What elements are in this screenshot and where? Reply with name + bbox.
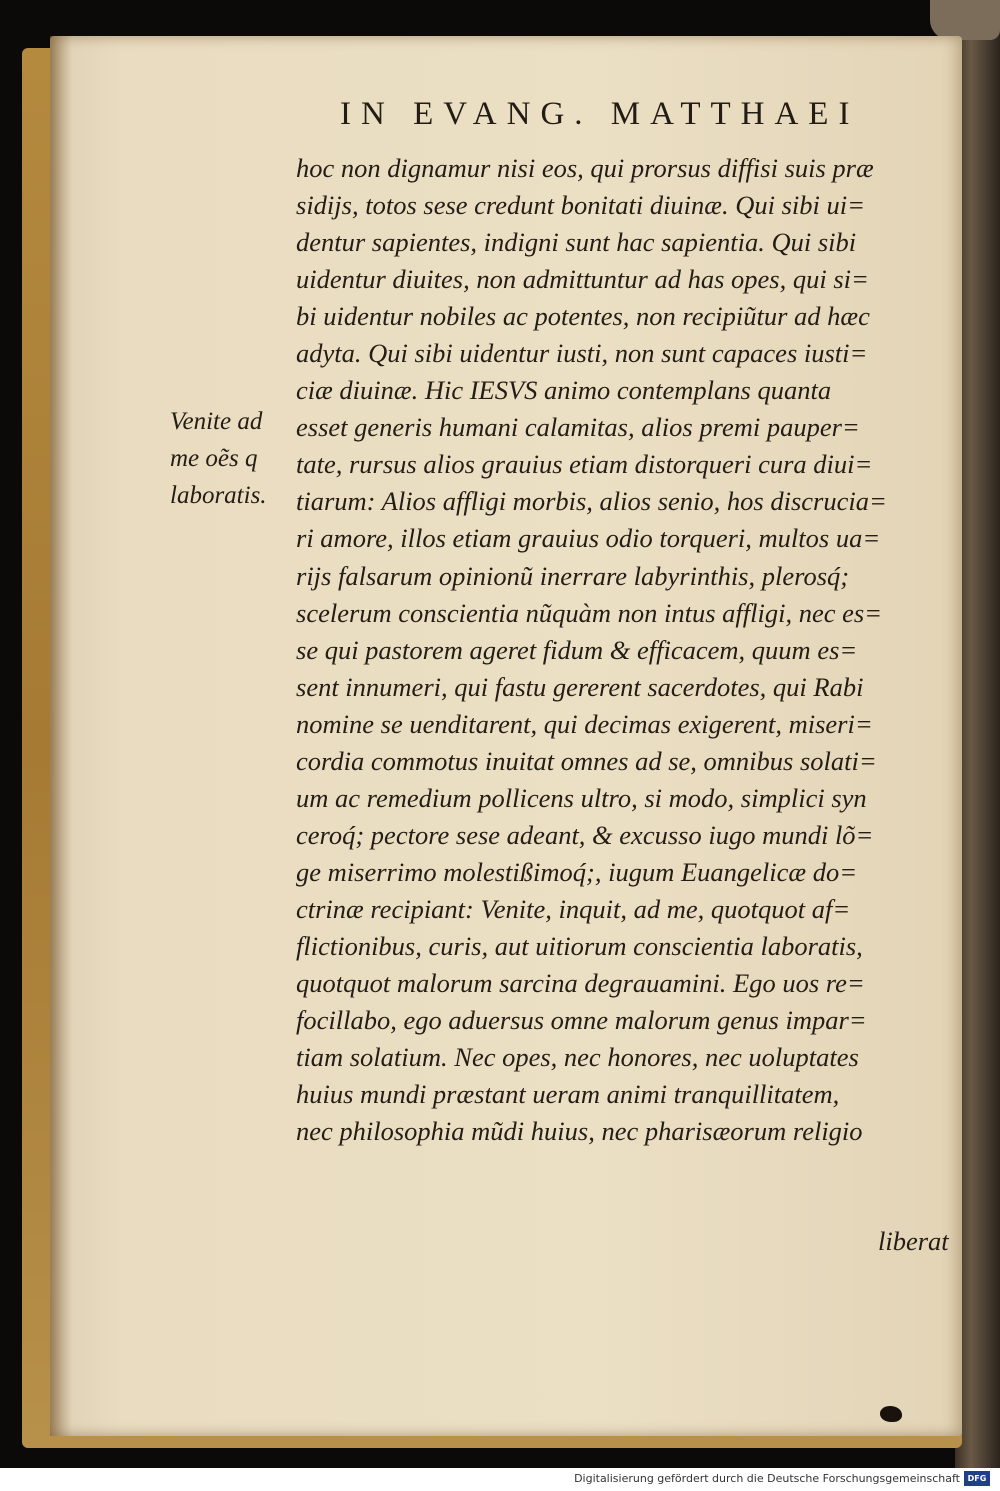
page-edge-corner — [930, 0, 1000, 40]
text-line: se qui pastorem ageret fidum & efficacem, quum es= — [296, 634, 858, 665]
running-head: IN EVANG. MATTHAEI — [340, 96, 860, 132]
text-line: ceroq́; pectore sese adeant, & excusso iugo mundi lõ= — [296, 819, 874, 850]
text-line: tiam solatium. Nec opes, nec honores, nec uoluptates — [296, 1042, 859, 1073]
gutter-shadow — [50, 36, 72, 1436]
marginal-note-line: Venite ad — [170, 408, 263, 435]
catchword: liberat — [878, 1226, 949, 1256]
text-line: adyta. Qui sibi uidentur iusti, non sunt capaces iusti= — [296, 338, 868, 369]
text-line: nec philosophia mũdi huius, nec pharisæorum religio — [296, 1116, 863, 1147]
text-line: cordia commotus inuitat omnes ad se, omnibus solati= — [296, 745, 877, 776]
text-line: tiarum: Alios affligi morbis, alios senio, hos discrucia= — [296, 486, 887, 517]
text-line: bi uidentur nobiles ac potentes, non recipiũtur ad hæc — [296, 301, 870, 332]
text-line: scelerum conscientia nũquàm non intus affligi, nec es= — [296, 597, 883, 628]
text-line: sent innumeri, qui fastu gererent sacerdotes, qui Rabi — [296, 671, 864, 702]
text-line: rijs falsarum opinionũ inerrare labyrinthis, plerosq́; — [296, 560, 850, 591]
marginal-note — [170, 403, 300, 514]
text-line: hoc non dignamur nisi eos, qui prorsus diffisi suis præ — [296, 153, 874, 183]
text-line: ri amore, illos etiam grauius odio torqueri, multos ua= — [296, 523, 881, 554]
marginal-note-line: laboratis. — [170, 482, 267, 509]
text-line: quotquot malorum sarcina degrauamini. Ego uos re= — [296, 968, 865, 999]
text-line: uidentur diuites, non admittuntur ad has opes, qui si= — [296, 264, 869, 295]
text-line: tate, rursus alios grauius etiam distorqueri cura diui= — [296, 449, 873, 480]
dfg-logo: DFG — [964, 1471, 990, 1486]
text-line: ctrinæ recipiant: Venite, inquit, ad me, quotquot af= — [296, 893, 851, 924]
text-line: dentur sapientes, indigni sunt hac sapientia. Qui sibi — [296, 227, 857, 258]
text-line: esset generis humani calamitas, alios premi pauper= — [296, 412, 860, 443]
marginal-note-line: me oẽs q — [170, 445, 258, 472]
body-text — [296, 150, 956, 1150]
text-line: flictionibus, curis, aut uitiorum conscientia laboratis, — [296, 930, 863, 961]
text-line: um ac remedium pollicens ultro, si modo, simplici syn — [296, 782, 867, 813]
text-line: nomine se uenditarent, qui decimas exigerent, miseri= — [296, 708, 873, 739]
ink-blot — [880, 1406, 902, 1422]
text-line: ge miserrimo molestißimoq́;, iugum Euangelicæ do= — [296, 856, 858, 887]
text-line: sidijs, totos sese credunt bonitati diuinæ. Qui sibi ui= — [296, 190, 865, 221]
text-line: ciæ diuinæ. Hic IESVS animo contemplans quanta — [296, 375, 832, 406]
text-line: focillabo, ego aduersus omne malorum genus impar= — [296, 1005, 867, 1036]
text-line: huius mundi præstant ueram animi tranquillitatem, — [296, 1079, 840, 1110]
footer-credit: Digitalisierung gefördert durch die Deutsche Forschungsgemeinschaft — [574, 1472, 960, 1485]
